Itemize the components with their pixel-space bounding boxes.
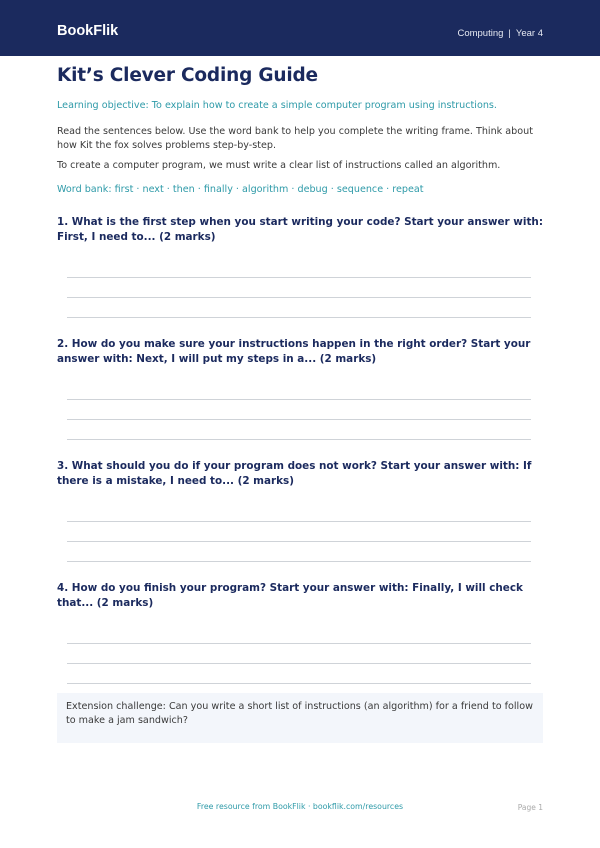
algorithm-sentence: To create a computer program, we must write a clear list of instructions called an algorithm. [57, 160, 501, 171]
answer-line[interactable] [67, 297, 531, 298]
question-1: 1. What is the first step when you start writing your code? Start your answer with: First, I need to... (2 marks) [57, 216, 543, 243]
page-number: Page 1 [517, 803, 543, 812]
answer-line[interactable] [67, 419, 531, 420]
answer-line[interactable] [67, 439, 531, 440]
subject-label: Computing [457, 28, 504, 39]
question-3: 3. What should you do if your program does not work? Start your answer with: If there is a mistake, I need to... (2 marks) [57, 460, 532, 487]
answer-line[interactable] [67, 521, 531, 522]
header-meta [457, 28, 543, 39]
year-label: Year 4 [515, 28, 543, 39]
answer-line[interactable] [67, 683, 531, 684]
learning-objective: Learning objective: To explain how to create a simple computer program using instructions. [57, 100, 497, 111]
question-4: 4. How do you finish your program? Start your answer with: Finally, I will check that... (2 marks) [57, 582, 523, 609]
header-separator: | [508, 28, 511, 39]
page-title: Kit’s Clever Coding Guide [57, 65, 318, 86]
footer-link[interactable]: Free resource from BookFlik · bookflik.com/resources [196, 802, 404, 811]
question-2: 2. How do you make sure your instructions happen in the right order? Start your answer with: Next, I will put my steps in a... (2 marks) [57, 338, 531, 365]
answer-line[interactable] [67, 277, 531, 278]
extension-challenge-box [57, 693, 543, 743]
word-bank: Word bank: first · next · then · finally · algorithm · debug · sequence · repeat [57, 184, 424, 195]
answer-line[interactable] [67, 561, 531, 562]
answer-line[interactable] [67, 643, 531, 644]
brand-logo-text: BookFlik [57, 23, 119, 39]
answer-line[interactable] [67, 399, 531, 400]
answer-line[interactable] [67, 663, 531, 664]
answer-line[interactable] [67, 541, 531, 542]
answer-line[interactable] [67, 317, 531, 318]
page-header [0, 0, 600, 56]
intro-text: Read the sentences below. Use the word bank to help you complete the writing frame. Think about how Kit the fox solves problems step-by-step. [57, 126, 533, 151]
extension-challenge-text: Extension challenge: Can you write a short list of instructions (an algorithm) for a friend to follow to make a jam sandwich? [66, 701, 533, 726]
